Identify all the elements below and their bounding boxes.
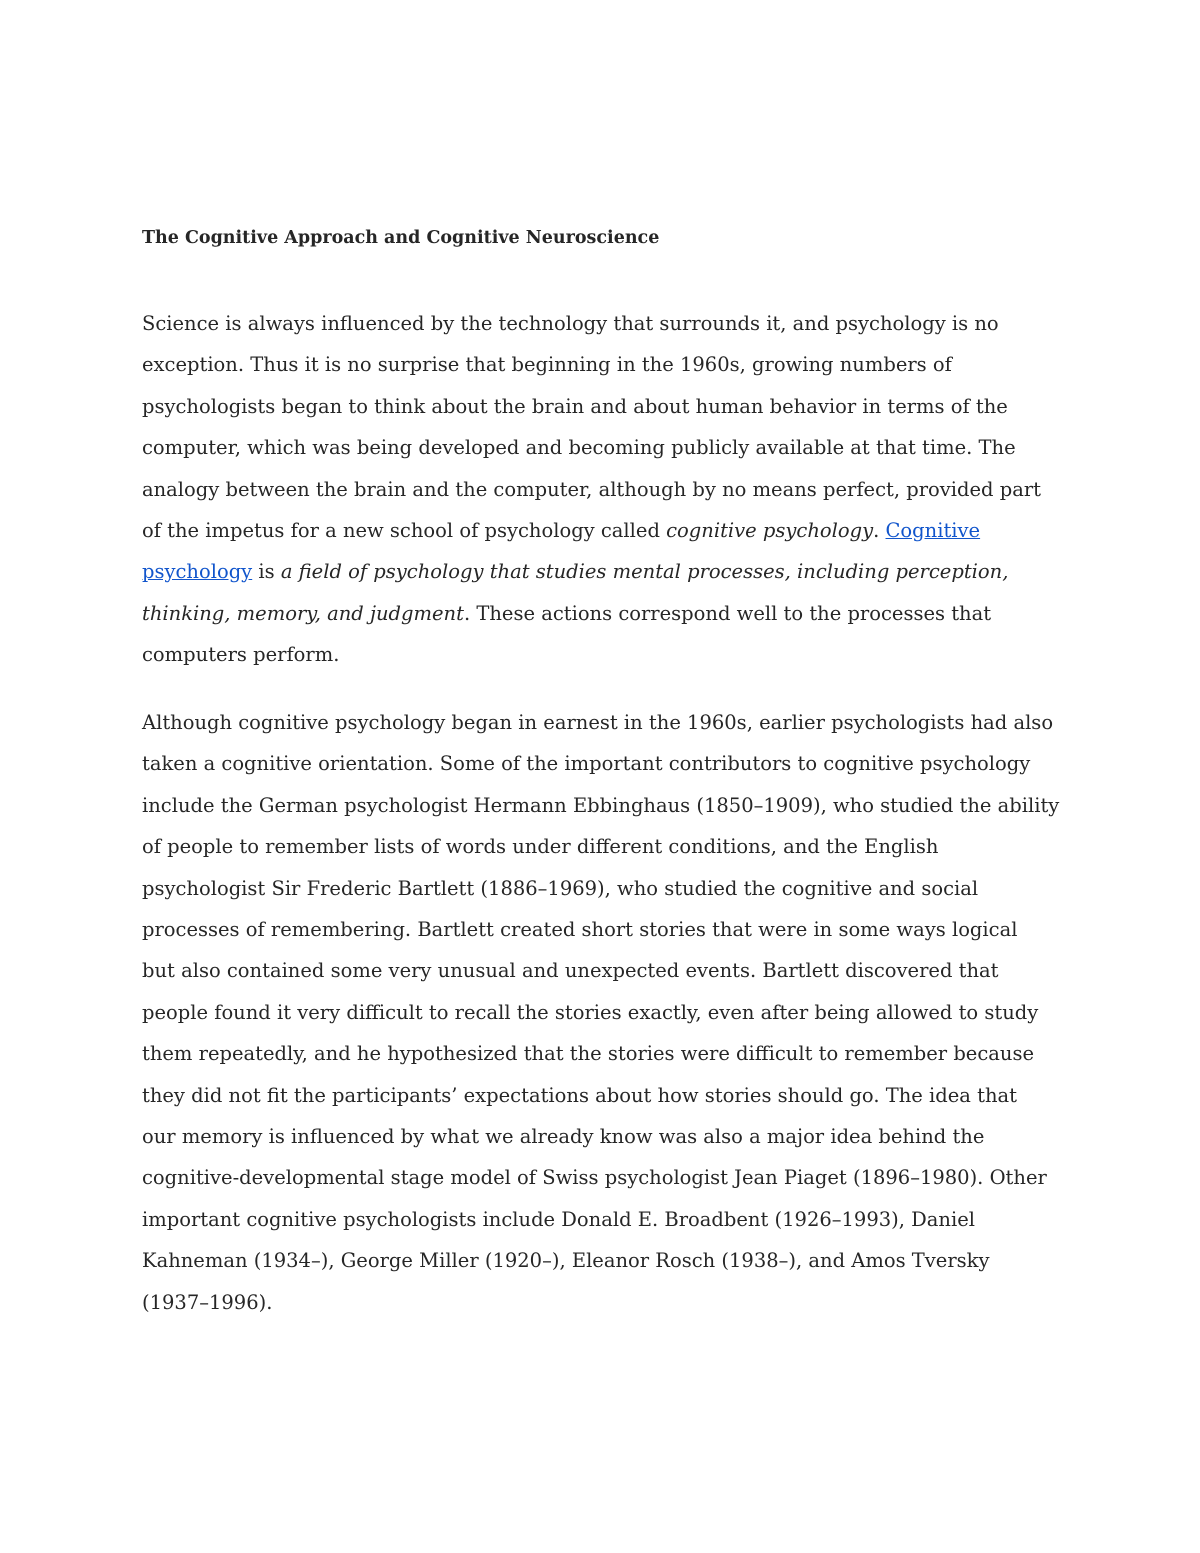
- cognitive-psychology-link[interactable]: Cognitive: [885, 519, 981, 543]
- paragraph-text: of the impetus for a new school of psychology called: [142, 519, 667, 543]
- paragraph-text: . These actions correspond well to the processes that: [463, 601, 992, 625]
- paragraph-text: .: [873, 519, 886, 543]
- definition-text: a field of psychology that studies mental processes, including perception,: [280, 560, 1009, 584]
- paragraph-2: [142, 702, 1059, 1323]
- paragraph-line: they did not fit the participants’ expectations about how stories should go. The idea that: [142, 1083, 1017, 1107]
- paragraph-line: Although cognitive psychology began in earnest in the 1960s, earlier psychologists had also: [142, 711, 1054, 734]
- paragraph-line: important cognitive psychologists include Donald E. Broadbent (1926–1993), Daniel: [142, 1207, 975, 1231]
- paragraph-line: cognitive-developmental stage model of Swiss psychologist Jean Piaget (1896–1980). Other: [142, 1166, 1047, 1190]
- paragraph-line: Kahneman (1934–), George Miller (1920–), Eleanor Rosch (1938–), and Amos Tversky: [142, 1249, 990, 1273]
- paragraph-line: our memory is influenced by what we already know was also a major idea behind the: [142, 1125, 985, 1149]
- paragraph-line: people found it very difficult to recall the stories exactly, even after being allowed to study: [142, 1000, 1039, 1024]
- paragraph-line: computer, which was being developed and becoming publicly available at that time. The: [142, 436, 1016, 460]
- definition-text: thinking, memory, and judgment: [142, 601, 464, 625]
- italic-term: cognitive psychology: [666, 519, 874, 543]
- document-title: The Cognitive Approach and Cognitive Neuroscience: [142, 228, 660, 248]
- paragraph-line: [142, 510, 1041, 551]
- paragraph-line: analogy between the brain and the computer, although by no means perfect, provided part: [142, 477, 1042, 501]
- paragraph-line: Science is always influenced by the technology that surrounds it, and psychology is no: [142, 312, 999, 335]
- paragraph-line: [142, 551, 1041, 592]
- paragraph-line: (1937–1996).: [142, 1290, 273, 1314]
- cognitive-psychology-link-continued[interactable]: psychology: [142, 560, 253, 584]
- paragraph-line: include the German psychologist Hermann Ebbinghaus (1850–1909), who studied the ability: [142, 793, 1060, 817]
- paragraph-line: of people to remember lists of words under different conditions, and the English: [142, 835, 939, 859]
- paragraph-text: is: [252, 560, 281, 584]
- paragraph-line: taken a cognitive orientation. Some of the important contributors to cognitive psychology: [142, 752, 1031, 776]
- paragraph-1: [142, 303, 1041, 676]
- paragraph-line: computers perform.: [142, 643, 340, 667]
- paragraph-line: psychologist Sir Frederic Bartlett (1886–1969), who studied the cognitive and social: [142, 876, 979, 900]
- paragraph-line: processes of remembering. Bartlett created short stories that were in some ways logical: [142, 918, 1018, 942]
- paragraph-line: them repeatedly, and he hypothesized that the stories were difficult to remember because: [142, 1042, 1034, 1066]
- paragraph-line: [142, 593, 1041, 634]
- paragraph-line: exception. Thus it is no surprise that beginning in the 1960s, growing numbers of: [142, 353, 952, 377]
- paragraph-line: but also contained some very unusual and unexpected events. Bartlett discovered that: [142, 959, 999, 983]
- paragraph-line: psychologists began to think about the brain and about human behavior in terms of the: [142, 394, 1008, 418]
